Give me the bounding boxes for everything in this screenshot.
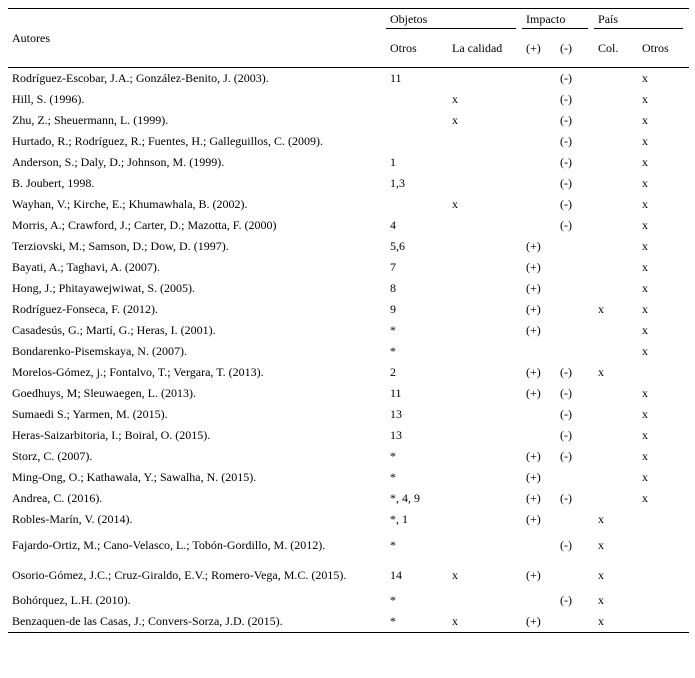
table-row xyxy=(8,110,689,131)
cell-plus xyxy=(522,131,556,152)
cell-minus: (-) xyxy=(560,491,572,505)
cell-others: 5,6 xyxy=(390,239,405,253)
table-row xyxy=(8,362,689,383)
cell-minus: (-) xyxy=(560,218,572,232)
cell-plus xyxy=(522,194,556,215)
cell-author: Bohórquez, L.H. (2010). xyxy=(12,593,131,607)
cell-quality xyxy=(448,530,522,560)
table-row xyxy=(8,530,689,560)
cell-minus: (-) xyxy=(560,407,572,421)
table-row xyxy=(8,320,689,341)
cell-minus: (-) xyxy=(560,428,572,442)
cell-others-country: x xyxy=(642,449,649,463)
cell-col xyxy=(594,152,638,173)
cell-col xyxy=(594,341,638,362)
cell-plus: (+) xyxy=(526,386,541,400)
cell-col xyxy=(594,446,638,467)
cell-author: Sumaedi S.; Yarmen, M. (2015). xyxy=(12,407,168,421)
cell-col xyxy=(594,236,638,257)
cell-others-country: x xyxy=(642,239,649,253)
cell-others-country xyxy=(638,509,689,530)
header-quality: La calidad xyxy=(448,29,522,68)
cell-others: 8 xyxy=(390,281,396,295)
cell-quality xyxy=(448,467,522,488)
cell-others: * xyxy=(390,323,396,337)
cell-minus: (-) xyxy=(560,197,572,211)
cell-plus: (+) xyxy=(526,449,541,463)
cell-others-country: x xyxy=(642,92,649,106)
cell-col xyxy=(594,257,638,278)
table-row xyxy=(8,404,689,425)
cell-quality xyxy=(448,68,522,90)
table-row xyxy=(8,611,689,633)
header-plus: (+) xyxy=(522,29,556,68)
cell-plus xyxy=(522,68,556,90)
cell-quality xyxy=(448,173,522,194)
cell-author: Rodríguez-Escobar, J.A.; González-Benito, J. (2003). xyxy=(12,71,269,85)
cell-quality: x xyxy=(452,92,458,106)
cell-others-country: x xyxy=(642,113,649,127)
cell-minus: (-) xyxy=(560,365,572,379)
cell-plus: (+) xyxy=(526,281,541,295)
cell-col xyxy=(594,404,638,425)
cell-minus xyxy=(556,299,594,320)
cell-minus: (-) xyxy=(560,449,572,463)
cell-minus: (-) xyxy=(560,537,572,552)
cell-others: * xyxy=(390,470,396,484)
cell-others: * xyxy=(390,344,396,358)
cell-minus xyxy=(556,257,594,278)
cell-author: Terziovski, M.; Samson, D.; Dow, D. (1997). xyxy=(12,239,229,253)
cell-minus: (-) xyxy=(560,176,572,190)
cell-minus: (-) xyxy=(560,386,572,400)
cell-col xyxy=(594,89,638,110)
header-col: Col. xyxy=(594,29,638,68)
cell-others: * xyxy=(390,449,396,463)
cell-plus: (+) xyxy=(526,567,541,582)
cell-plus: (+) xyxy=(526,470,541,484)
cell-others: 1 xyxy=(390,155,396,169)
cell-col: x xyxy=(598,567,605,582)
cell-col xyxy=(594,383,638,404)
table-row xyxy=(8,383,689,404)
header-minus: (-) xyxy=(556,29,594,68)
table-row xyxy=(8,299,689,320)
cell-others-country: x xyxy=(642,260,649,274)
cell-author: Andrea, C. (2016). xyxy=(12,491,103,505)
cell-others-country xyxy=(638,560,689,590)
table-row xyxy=(8,152,689,173)
cell-quality xyxy=(448,590,522,611)
cell-plus xyxy=(522,425,556,446)
cell-plus: (+) xyxy=(526,260,541,274)
cell-author: Rodríguez-Fonseca, F. (2012). xyxy=(12,302,159,316)
table-row xyxy=(8,215,689,236)
cell-quality xyxy=(448,488,522,509)
cell-col xyxy=(594,425,638,446)
header-objects: Objetos xyxy=(386,9,522,30)
cell-author: Storz, C. (2007). xyxy=(12,449,93,463)
table-row xyxy=(8,467,689,488)
cell-quality xyxy=(448,362,522,383)
cell-author: B. Joubert, 1998. xyxy=(12,176,95,190)
cell-minus xyxy=(556,611,594,633)
table-row xyxy=(8,509,689,530)
cell-minus xyxy=(556,341,594,362)
cell-author: Goedhuys, M; Sleuwaegen, L. (2013). xyxy=(12,386,196,400)
table-row xyxy=(8,488,689,509)
cell-col: x xyxy=(598,537,605,552)
cell-minus: (-) xyxy=(560,113,572,127)
cell-plus xyxy=(522,590,556,611)
cell-plus: (+) xyxy=(526,323,541,337)
cell-col xyxy=(594,110,638,131)
cell-minus: (-) xyxy=(560,134,572,148)
cell-quality xyxy=(448,509,522,530)
cell-others-country: x xyxy=(642,71,649,85)
cell-others: * xyxy=(390,593,396,607)
cell-author: Ming-Ong, O.; Kathawala, Y.; Sawalha, N. (2015). xyxy=(12,470,257,484)
table-row xyxy=(8,590,689,611)
cell-quality: x xyxy=(452,197,458,211)
cell-others: 4 xyxy=(390,218,396,232)
cell-minus xyxy=(556,509,594,530)
cell-quality xyxy=(448,236,522,257)
cell-plus: (+) xyxy=(526,302,541,316)
cell-col: x xyxy=(598,302,605,316)
cell-others-country: x xyxy=(642,323,649,337)
header-others-country: Otros xyxy=(638,29,689,68)
cell-col xyxy=(594,467,638,488)
cell-others-country: x xyxy=(642,491,649,505)
cell-plus xyxy=(522,152,556,173)
cell-author: Morelos-Gómez, j.; Fontalvo, T.; Vergara, T. (2013). xyxy=(12,365,264,379)
cell-minus xyxy=(556,278,594,299)
cell-col xyxy=(594,68,638,90)
cell-plus xyxy=(522,89,556,110)
cell-quality xyxy=(448,215,522,236)
cell-quality: x xyxy=(452,113,458,127)
cell-others-country: x xyxy=(642,281,649,295)
cell-col xyxy=(594,131,638,152)
table-row xyxy=(8,194,689,215)
cell-others-country xyxy=(638,590,689,611)
header-impact: Impacto xyxy=(522,9,594,30)
cell-others xyxy=(386,110,448,131)
cell-author: Hong, J.; Phitayawejwiwat, S. (2005). xyxy=(12,281,195,295)
cell-col xyxy=(594,173,638,194)
cell-plus xyxy=(522,215,556,236)
cell-plus: (+) xyxy=(526,239,541,253)
cell-plus xyxy=(522,173,556,194)
cell-col: x xyxy=(598,512,605,526)
cell-author: Heras-Saizarbitoria, I.; Boiral, O. (2015). xyxy=(12,428,211,442)
cell-plus: (+) xyxy=(522,611,556,633)
cell-col xyxy=(594,320,638,341)
cell-others: * xyxy=(390,537,396,552)
cell-others-country: x xyxy=(642,218,649,232)
cell-plus xyxy=(522,530,556,560)
cell-others-country xyxy=(638,611,689,633)
cell-author: Robles-Marín, V. (2014). xyxy=(12,512,133,526)
cell-author: Osorio-Gómez, J.C.; Cruz-Giraldo, E.V.; Romero-Vega, M.C. (2015). xyxy=(12,567,347,582)
cell-quality xyxy=(448,299,522,320)
cell-plus: (+) xyxy=(526,491,541,505)
table-body xyxy=(8,68,689,633)
table-row xyxy=(8,341,689,362)
cell-col: x xyxy=(598,593,605,607)
cell-others: * xyxy=(386,611,448,633)
cell-others: *, 1 xyxy=(390,512,408,526)
table-row xyxy=(8,446,689,467)
cell-others-country: x xyxy=(642,386,649,400)
cell-others: 7 xyxy=(390,260,396,274)
cell-others-country xyxy=(638,530,689,560)
cell-quality xyxy=(448,152,522,173)
cell-others: 1,3 xyxy=(390,176,405,190)
cell-others-country: x xyxy=(642,176,649,190)
cell-plus xyxy=(522,110,556,131)
cell-others: 13 xyxy=(390,407,402,421)
cell-others-country xyxy=(638,362,689,383)
table-row xyxy=(8,89,689,110)
cell-quality xyxy=(448,257,522,278)
cell-plus xyxy=(522,404,556,425)
cell-author: Zhu, Z.; Sheuermann, L. (1999). xyxy=(12,113,169,127)
cell-others xyxy=(386,194,448,215)
cell-quality: x xyxy=(448,611,522,633)
cell-quality xyxy=(448,131,522,152)
cell-others-country: x xyxy=(642,428,649,442)
cell-author: Benzaquen-de las Casas, J.; Convers-Sorza, J.D. (2015). xyxy=(8,611,386,633)
table-row xyxy=(8,236,689,257)
table-row xyxy=(8,68,689,90)
cell-others: *, 4, 9 xyxy=(390,491,420,505)
cell-minus: (-) xyxy=(560,593,572,607)
cell-others: 11 xyxy=(390,71,402,85)
cell-author: Anderson, S.; Daly, D.; Johnson, M. (1999). xyxy=(12,155,225,169)
header-others: Otros xyxy=(386,29,448,68)
cell-minus xyxy=(556,467,594,488)
table-row xyxy=(8,278,689,299)
cell-quality xyxy=(448,425,522,446)
cell-col xyxy=(594,278,638,299)
cell-others-country: x xyxy=(642,407,649,421)
table-row xyxy=(8,560,689,590)
table-row xyxy=(8,173,689,194)
cell-others: 2 xyxy=(390,365,396,379)
cell-author: Bayati, A.; Taghavi, A. (2007). xyxy=(12,260,160,274)
table-row xyxy=(8,257,689,278)
header-country: País xyxy=(594,9,689,30)
cell-author: Casadesús, G.; Martí, G.; Heras, I. (2001). xyxy=(12,323,216,337)
cell-others xyxy=(386,89,448,110)
cell-quality xyxy=(448,404,522,425)
cell-others-country: x xyxy=(642,470,649,484)
cell-others: 9 xyxy=(390,302,396,316)
cell-col xyxy=(594,215,638,236)
cell-minus xyxy=(556,560,594,590)
table-row xyxy=(8,425,689,446)
cell-others-country: x xyxy=(642,155,649,169)
cell-author: Hurtado, R.; Rodríguez, R.; Fuentes, H.; Galleguillos, C. (2009). xyxy=(12,134,323,148)
cell-col: x xyxy=(594,611,638,633)
authors-table xyxy=(8,8,689,633)
cell-quality xyxy=(448,278,522,299)
cell-author: Bondarenko-Pisemskaya, N. (2007). xyxy=(12,344,187,358)
cell-minus xyxy=(556,236,594,257)
cell-others-country: x xyxy=(642,197,649,211)
cell-col: x xyxy=(598,365,605,379)
cell-others: 14 xyxy=(390,567,402,582)
cell-minus: (-) xyxy=(560,92,572,106)
table-row xyxy=(8,131,689,152)
cell-others xyxy=(386,131,448,152)
cell-others: 13 xyxy=(390,428,402,442)
cell-col xyxy=(594,194,638,215)
cell-quality xyxy=(448,383,522,404)
cell-minus xyxy=(556,320,594,341)
cell-quality xyxy=(448,446,522,467)
cell-quality: x xyxy=(452,567,458,582)
cell-plus: (+) xyxy=(526,512,541,526)
cell-others-country: x xyxy=(642,302,649,316)
cell-others-country: x xyxy=(642,134,649,148)
cell-minus: (-) xyxy=(560,155,572,169)
cell-plus xyxy=(522,341,556,362)
cell-plus: (+) xyxy=(526,365,541,379)
cell-author: Fajardo-Ortiz, M.; Cano-Velasco, L.; Tobón-Gordillo, M. (2012). xyxy=(12,537,326,552)
cell-author: Morris, A.; Crawford, J.; Carter, D.; Mazotta, F. (2000) xyxy=(12,218,277,232)
cell-col xyxy=(594,488,638,509)
cell-others: 11 xyxy=(390,386,402,400)
cell-minus: (-) xyxy=(560,71,572,85)
header-authors: Autores xyxy=(8,9,386,68)
cell-quality xyxy=(448,320,522,341)
cell-author: Hill, S. (1996). xyxy=(12,92,85,106)
cell-author: Wayhan, V.; Kirche, E.; Khumawhala, B. (2002). xyxy=(12,197,248,211)
cell-others-country: x xyxy=(642,344,649,358)
cell-quality xyxy=(448,341,522,362)
